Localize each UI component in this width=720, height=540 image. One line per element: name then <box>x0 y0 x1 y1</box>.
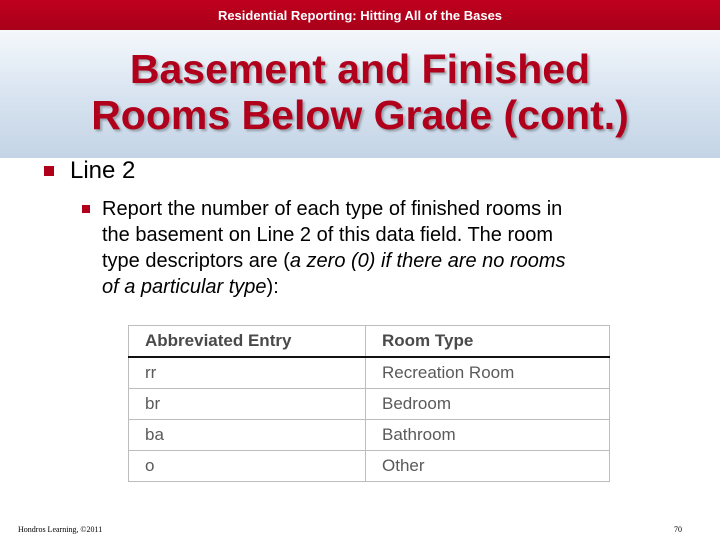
square-bullet-icon <box>82 205 90 213</box>
table-row <box>129 420 610 451</box>
bullet-line-1: Report the number of each type of finished rooms in <box>102 198 563 220</box>
slide-title-line-2: Rooms Below Grade (cont.) <box>91 92 629 138</box>
bullet-line-4-normal: ): <box>266 276 279 298</box>
table-cell-room-type: Bathroom <box>366 420 610 451</box>
header-title: Residential Reporting: Hitting All of the Bases <box>217 7 503 23</box>
table-header-row <box>129 326 610 358</box>
bullet-line-3-normal: type descriptors are ( <box>102 250 290 272</box>
bullet-level-1 <box>44 157 135 185</box>
table-cell-abbreviation: rr <box>129 357 366 389</box>
slide-title-line-1: Basement and Finished <box>129 46 591 92</box>
column-header-abbreviated-entry: Abbreviated Entry <box>129 326 366 358</box>
table-row <box>129 357 610 389</box>
column-header-room-type: Room Type <box>366 326 610 358</box>
table-cell-room-type: Recreation Room <box>366 357 610 389</box>
bullet-line-3 <box>102 248 672 274</box>
room-type-table-frame <box>128 325 610 485</box>
header-bar <box>0 0 720 30</box>
bullet-line-3-italic: a zero (0) if there are no rooms <box>289 250 566 272</box>
bullet-level-1-text: Line 2 <box>70 157 136 184</box>
page-number: 70 <box>674 525 682 534</box>
square-bullet-icon <box>44 166 54 176</box>
table-cell-abbreviation: o <box>129 451 366 482</box>
table-cell-abbreviation: br <box>129 389 366 420</box>
room-type-table <box>128 325 610 482</box>
bullet-line-4 <box>102 274 672 300</box>
bullet-line-4-italic: of a particular type <box>102 276 267 298</box>
footer-copyright: Hondros Learning, ©2011 <box>18 525 103 534</box>
bullet-level-2 <box>82 196 672 300</box>
table-row <box>129 451 610 482</box>
table-cell-room-type: Other <box>366 451 610 482</box>
slide-title <box>0 46 720 138</box>
bullet-line-2: the basement on Line 2 of this data field. The room <box>102 224 554 246</box>
table-cell-room-type: Bedroom <box>366 389 610 420</box>
table-cell-abbreviation: ba <box>129 420 366 451</box>
bullet-level-2-text <box>102 196 672 300</box>
table-row <box>129 389 610 420</box>
